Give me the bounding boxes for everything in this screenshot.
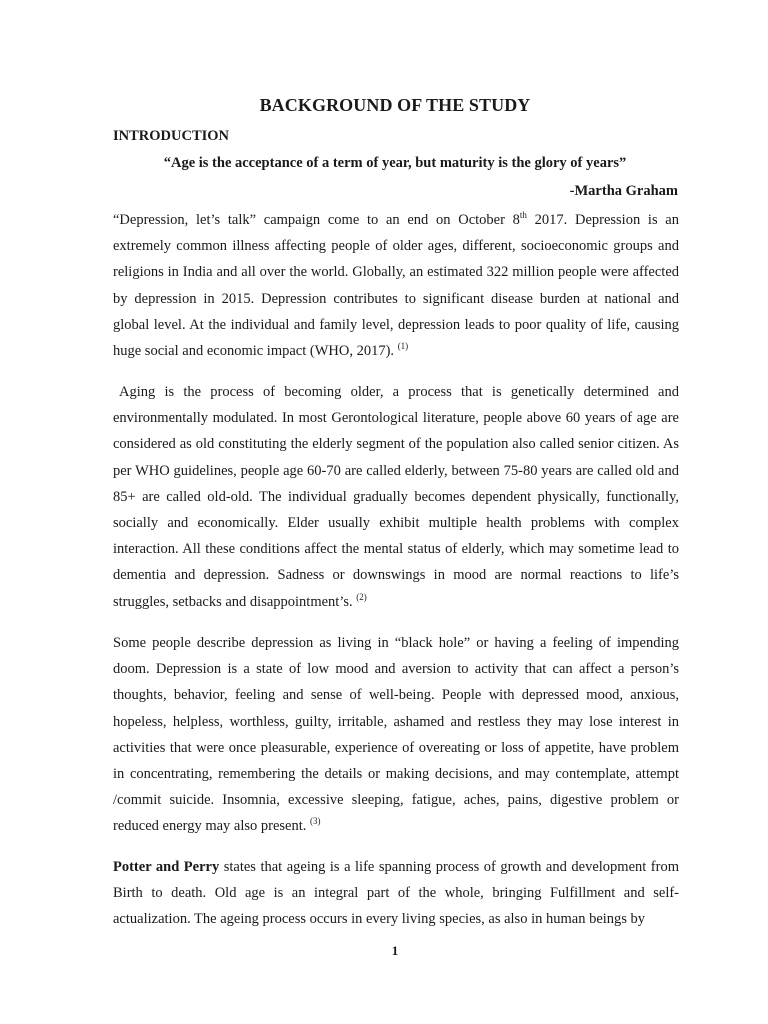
paragraph-4-bold-lead: Potter and Perry <box>113 859 220 875</box>
paragraph-4-text: states that ageing is a life spanning process of growth and development from Birth to death. Old age is an integral part of the whole, bringing Fulfillment and self-actualization. The ageing process occurs in every living species, as also in human beings by <box>113 859 679 928</box>
epigraph-quote: “Age is the acceptance of a term of year, but maturity is the glory of years” <box>163 155 627 171</box>
citation-1: (1) <box>397 341 409 352</box>
citation-3: (3) <box>310 816 321 827</box>
page-title: BACKGROUND OF THE STUDY <box>259 95 531 115</box>
paragraph-3 <box>113 630 679 840</box>
paragraph-1 <box>113 207 679 364</box>
page-number: 1 <box>391 943 399 958</box>
paragraph-1-text-a: “Depression, let’s talk” campaign come to an end on October 8 <box>113 212 520 228</box>
paragraph-1-text-b: 2017. Depression is an extremely common illness affecting people of older ages, different, socioeconomic groups and religions in India and all over the world. Globally, an estimated 322 million people were affected by depression in 2015. Depression contributes to significant disease burden at national and global level. At the individual and family level, depression leads to poor quality of life, causing huge social and economic impact (WHO, 2017). <box>113 212 679 360</box>
paragraph-3-text: Some people describe depression as living in “black hole” or having a feeling of impending doom. Depression is a state of low mood and aversion to activity that can affect a person’s thoughts, behavior, feeling and sense of well-being. People with depressed mood, anxious, hopeless, helpless, worthless, guilty, irritable, ashamed and restless they may lose interest in activities that were once pleasurable, experience of overeating or loss of appetite, have problem in concentrating, remembering the details or making decisions, and may contemplate, attempt /commit suicide. Insomnia, excessive sleeping, fatigue, aches, pains, digestive problem or reduced energy may also present. <box>113 635 679 835</box>
paragraph-2 <box>113 379 679 615</box>
ordinal-suffix: th <box>519 210 527 220</box>
paragraph-4 <box>113 854 679 933</box>
paragraph-2-text: Aging is the process of becoming older, a process that is genetically determined and environmentally modulated. In most Gerontological literature, people above 60 years of age are considered as old constituting the elderly segment of the population also called senior citizen. As per WHO guidelines, people age 60-70 are called elderly, between 75-80 years are called old and 85+ are called old-old. The individual gradually becomes dependent physically, functionally, socially and economically. Elder usually exhibit multiple health problems with complex interaction. All these conditions affect the mental status of elderly, which may sometime lead to dementia and depression. Sadness or downswings in mood are normal reactions to life’s struggles, setbacks and disappointment’s. <box>113 384 679 610</box>
citation-2: (2) <box>356 591 367 602</box>
epigraph-author: -Martha Graham <box>569 183 678 199</box>
section-heading: INTRODUCTION <box>113 128 230 144</box>
